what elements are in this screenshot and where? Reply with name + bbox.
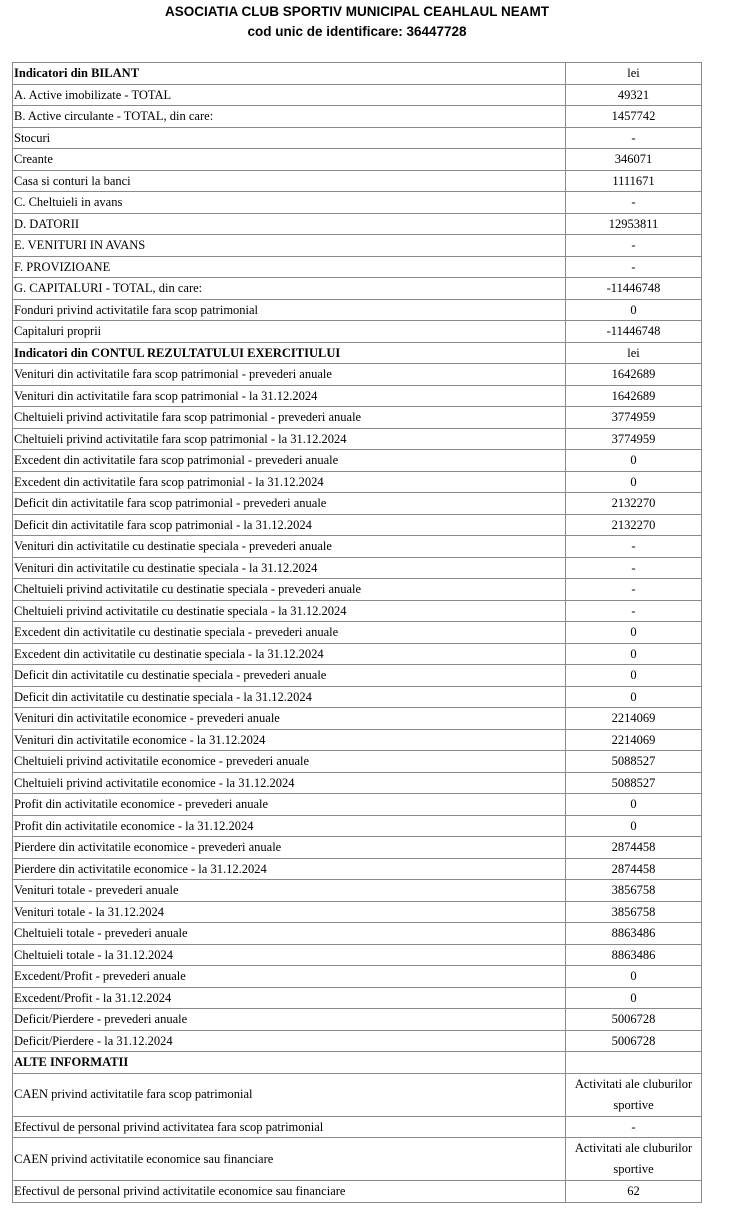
table-row bbox=[13, 299, 702, 321]
indicator-label: E. VENITURI IN AVANS bbox=[13, 235, 566, 257]
indicator-label: Efectivul de personal privind activitatea fara scop patrimonial bbox=[13, 1116, 566, 1138]
indicator-value: 346071 bbox=[566, 149, 702, 171]
indicator-value: 2132270 bbox=[566, 493, 702, 515]
indicator-label: B. Active circulante - TOTAL, din care: bbox=[13, 106, 566, 128]
indicator-value: 0 bbox=[566, 815, 702, 837]
indicator-label: Cheltuieli privind activitatile fara scop patrimonial - prevederi anuale bbox=[13, 407, 566, 429]
table-row bbox=[13, 471, 702, 493]
indicator-value: 0 bbox=[566, 686, 702, 708]
table-row bbox=[13, 256, 702, 278]
table-row bbox=[13, 751, 702, 773]
table-row bbox=[13, 385, 702, 407]
indicator-label: Cheltuieli privind activitatile economice - prevederi anuale bbox=[13, 751, 566, 773]
indicator-label: C. Cheltuieli in avans bbox=[13, 192, 566, 214]
indicator-value: -11446748 bbox=[566, 278, 702, 300]
table-row bbox=[13, 686, 702, 708]
table-body bbox=[13, 63, 702, 1203]
table-row bbox=[13, 450, 702, 472]
document-title: ASOCIATIA CLUB SPORTIV MUNICIPAL CEAHLAUL NEAMT bbox=[165, 4, 549, 19]
indicator-value: 2874458 bbox=[566, 837, 702, 859]
indicator-label: CAEN privind activitatile fara scop patrimonial bbox=[13, 1073, 566, 1116]
indicator-label: Excedent/Profit - prevederi anuale bbox=[13, 966, 566, 988]
table-row bbox=[13, 170, 702, 192]
indicator-value: 0 bbox=[566, 471, 702, 493]
table-row bbox=[13, 708, 702, 730]
indicator-value: 0 bbox=[566, 643, 702, 665]
indicator-value: 0 bbox=[566, 987, 702, 1009]
indicator-label: Cheltuieli privind activitatile economice - la 31.12.2024 bbox=[13, 772, 566, 794]
indicator-label: Capitaluri proprii bbox=[13, 321, 566, 343]
unit-label: lei bbox=[566, 63, 702, 85]
table-row bbox=[13, 1030, 702, 1052]
indicator-label: Venituri din activitatile cu destinatie speciala - la 31.12.2024 bbox=[13, 557, 566, 579]
indicator-label: Cheltuieli privind activitatile cu destinatie speciala - prevederi anuale bbox=[13, 579, 566, 601]
indicator-label: Fonduri privind activitatile fara scop patrimonial bbox=[13, 299, 566, 321]
table-row bbox=[13, 794, 702, 816]
indicator-label: Venituri din activitatile economice - prevederi anuale bbox=[13, 708, 566, 730]
unit-label bbox=[566, 1052, 702, 1074]
table-row bbox=[13, 1116, 702, 1138]
financial-indicators-table bbox=[12, 62, 702, 1203]
indicator-value: 1642689 bbox=[566, 385, 702, 407]
indicator-value: 0 bbox=[566, 966, 702, 988]
table-row bbox=[13, 966, 702, 988]
table-row bbox=[13, 643, 702, 665]
indicator-label: Stocuri bbox=[13, 127, 566, 149]
indicator-value: 3856758 bbox=[566, 901, 702, 923]
indicator-label: Cheltuieli privind activitatile cu destinatie speciala - la 31.12.2024 bbox=[13, 600, 566, 622]
indicator-label: Deficit din activitatile fara scop patrimonial - prevederi anuale bbox=[13, 493, 566, 515]
indicator-label: G. CAPITALURI - TOTAL, din care: bbox=[13, 278, 566, 300]
indicator-label: Venituri din activitatile fara scop patrimonial - la 31.12.2024 bbox=[13, 385, 566, 407]
indicator-label: Deficit/Pierdere - prevederi anuale bbox=[13, 1009, 566, 1031]
section-header-row bbox=[13, 1052, 702, 1074]
table-row bbox=[13, 987, 702, 1009]
table-row bbox=[13, 600, 702, 622]
indicator-value: 5088527 bbox=[566, 751, 702, 773]
indicator-value: 0 bbox=[566, 665, 702, 687]
indicator-value: 12953811 bbox=[566, 213, 702, 235]
table-row bbox=[13, 321, 702, 343]
table-row bbox=[13, 192, 702, 214]
table-row bbox=[13, 84, 702, 106]
indicator-value: - bbox=[566, 600, 702, 622]
unit-label: lei bbox=[566, 342, 702, 364]
table-row bbox=[13, 514, 702, 536]
indicator-label: Pierdere din activitatile economice - prevederi anuale bbox=[13, 837, 566, 859]
indicator-value: Activitati ale cluburilor sportive bbox=[566, 1073, 702, 1116]
indicator-label: F. PROVIZIOANE bbox=[13, 256, 566, 278]
table-row bbox=[13, 364, 702, 386]
indicator-value: - bbox=[566, 127, 702, 149]
indicator-value: 5006728 bbox=[566, 1009, 702, 1031]
indicator-label: Excedent din activitatile fara scop patrimonial - la 31.12.2024 bbox=[13, 471, 566, 493]
indicator-value: 2874458 bbox=[566, 858, 702, 880]
indicator-value: 49321 bbox=[566, 84, 702, 106]
table-row bbox=[13, 557, 702, 579]
indicator-label: Deficit/Pierdere - la 31.12.2024 bbox=[13, 1030, 566, 1052]
indicator-label: Cheltuieli totale - prevederi anuale bbox=[13, 923, 566, 945]
indicator-value: Activitati ale cluburilor sportive bbox=[566, 1138, 702, 1181]
indicator-label: Venituri din activitatile economice - la 31.12.2024 bbox=[13, 729, 566, 751]
table-row bbox=[13, 1138, 702, 1181]
indicator-label: Deficit din activitatile cu destinatie speciala - prevederi anuale bbox=[13, 665, 566, 687]
indicator-label: Venituri totale - prevederi anuale bbox=[13, 880, 566, 902]
table-row bbox=[13, 579, 702, 601]
document-subtitle: cod unic de identificare: 36447728 bbox=[247, 24, 467, 39]
table-row bbox=[13, 944, 702, 966]
table-row bbox=[13, 901, 702, 923]
table-row bbox=[13, 278, 702, 300]
table-row bbox=[13, 493, 702, 515]
table-row bbox=[13, 665, 702, 687]
section-header-row bbox=[13, 63, 702, 85]
indicator-value: - bbox=[566, 192, 702, 214]
table-row bbox=[13, 127, 702, 149]
indicator-label: Casa si conturi la banci bbox=[13, 170, 566, 192]
indicator-label: CAEN privind activitatile economice sau financiare bbox=[13, 1138, 566, 1181]
indicator-value: 3774959 bbox=[566, 428, 702, 450]
indicator-value: 5006728 bbox=[566, 1030, 702, 1052]
table-row bbox=[13, 923, 702, 945]
indicator-label: Pierdere din activitatile economice - la 31.12.2024 bbox=[13, 858, 566, 880]
table-row bbox=[13, 536, 702, 558]
indicator-value: 2132270 bbox=[566, 514, 702, 536]
indicator-value: 5088527 bbox=[566, 772, 702, 794]
indicator-value: 2214069 bbox=[566, 708, 702, 730]
table-row bbox=[13, 880, 702, 902]
indicator-label: Excedent/Profit - la 31.12.2024 bbox=[13, 987, 566, 1009]
table-row bbox=[13, 1073, 702, 1116]
indicator-value: 8863486 bbox=[566, 944, 702, 966]
indicator-value: -11446748 bbox=[566, 321, 702, 343]
indicator-value: 2214069 bbox=[566, 729, 702, 751]
indicator-label: Efectivul de personal privind activitatile economice sau financiare bbox=[13, 1181, 566, 1203]
indicator-value: 0 bbox=[566, 450, 702, 472]
indicator-value: - bbox=[566, 579, 702, 601]
indicator-label: Deficit din activitatile fara scop patrimonial - la 31.12.2024 bbox=[13, 514, 566, 536]
table-row bbox=[13, 407, 702, 429]
indicator-value: 3774959 bbox=[566, 407, 702, 429]
indicator-label: Excedent din activitatile cu destinatie speciala - la 31.12.2024 bbox=[13, 643, 566, 665]
section-header-row bbox=[13, 342, 702, 364]
table-row bbox=[13, 622, 702, 644]
indicator-value: 3856758 bbox=[566, 880, 702, 902]
table-row bbox=[13, 149, 702, 171]
indicator-label: Venituri totale - la 31.12.2024 bbox=[13, 901, 566, 923]
indicator-label: A. Active imobilizate - TOTAL bbox=[13, 84, 566, 106]
table-row bbox=[13, 729, 702, 751]
indicator-value: 0 bbox=[566, 299, 702, 321]
indicator-value: 1457742 bbox=[566, 106, 702, 128]
section-title: Indicatori din BILANT bbox=[13, 63, 566, 85]
indicator-label: Profit din activitatile economice - la 31.12.2024 bbox=[13, 815, 566, 837]
table-row bbox=[13, 1181, 702, 1203]
indicator-label: Excedent din activitatile fara scop patrimonial - prevederi anuale bbox=[13, 450, 566, 472]
indicator-value: 0 bbox=[566, 794, 702, 816]
indicator-value: - bbox=[566, 557, 702, 579]
indicator-label: Excedent din activitatile cu destinatie speciala - prevederi anuale bbox=[13, 622, 566, 644]
table-row bbox=[13, 235, 702, 257]
table-row bbox=[13, 837, 702, 859]
indicator-value: - bbox=[566, 256, 702, 278]
indicator-value: 8863486 bbox=[566, 923, 702, 945]
table-row bbox=[13, 428, 702, 450]
indicator-value: 1111671 bbox=[566, 170, 702, 192]
table-row bbox=[13, 772, 702, 794]
indicator-label: D. DATORII bbox=[13, 213, 566, 235]
table-row bbox=[13, 106, 702, 128]
table-row bbox=[13, 213, 702, 235]
indicator-value: 0 bbox=[566, 622, 702, 644]
indicator-value: - bbox=[566, 235, 702, 257]
indicator-label: Venituri din activitatile fara scop patrimonial - prevederi anuale bbox=[13, 364, 566, 386]
section-title: Indicatori din CONTUL REZULTATULUI EXERCITIULUI bbox=[13, 342, 566, 364]
indicator-label: Cheltuieli totale - la 31.12.2024 bbox=[13, 944, 566, 966]
indicator-label: Venituri din activitatile cu destinatie speciala - prevederi anuale bbox=[13, 536, 566, 558]
indicator-value: - bbox=[566, 536, 702, 558]
table-row bbox=[13, 858, 702, 880]
indicator-label: Creante bbox=[13, 149, 566, 171]
indicator-label: Deficit din activitatile cu destinatie speciala - la 31.12.2024 bbox=[13, 686, 566, 708]
indicator-value: - bbox=[566, 1116, 702, 1138]
table-row bbox=[13, 1009, 702, 1031]
section-title: ALTE INFORMATII bbox=[13, 1052, 566, 1074]
table-row bbox=[13, 815, 702, 837]
indicator-label: Profit din activitatile economice - prevederi anuale bbox=[13, 794, 566, 816]
indicator-value: 62 bbox=[566, 1181, 702, 1203]
indicator-value: 1642689 bbox=[566, 364, 702, 386]
indicator-label: Cheltuieli privind activitatile fara scop patrimonial - la 31.12.2024 bbox=[13, 428, 566, 450]
